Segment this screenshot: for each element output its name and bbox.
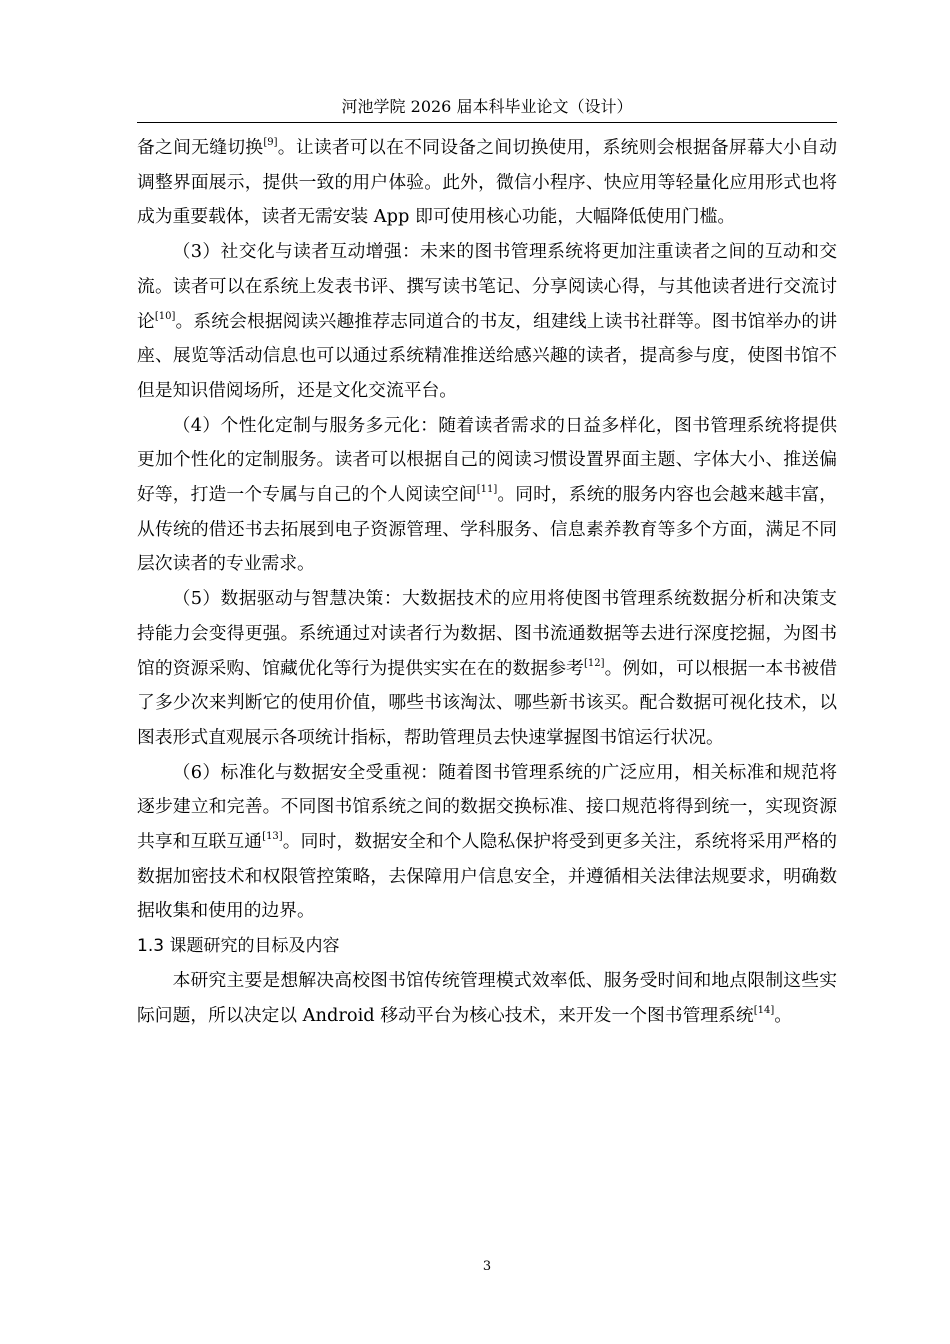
paragraph-text: 备之间无缝切换 <box>137 137 264 158</box>
paragraph <box>137 582 837 756</box>
citation-ref: [11] <box>476 484 498 496</box>
paragraph-text: （5）数据驱动与智慧决策：大数据技术的应用将使图书管理系统数据分析和决策支持能力会变得更强。系统通过对读者行为数据、图书流通数据等去进行深度挖掘，为图书馆的资源采购、馆藏优化等行为提供实实在在的数据参考 <box>137 588 837 679</box>
citation-ref: [13] <box>262 831 283 843</box>
paragraph <box>137 964 837 1033</box>
citation-ref: [14] <box>753 1004 775 1016</box>
paragraph-text: 。同时，数据安全和个人隐私保护将受到更多关注，系统将采用严格的数据加密技术和权限管控策略，去保障用户信息安全，并遵循相关法律法规要求，明确数据收集和使用的边界。 <box>137 831 837 922</box>
paragraph <box>137 235 837 409</box>
page-number: 3 <box>482 1259 492 1274</box>
paragraph-text: 。系统会根据阅读兴趣推荐志同道合的书友，组建线上读书社群等。图书馆举办的讲座、展览等活动信息也可以通过系统精准推送给感兴趣的读者，提高参与度，使图书馆不但是知识借阅场所，还是文化交流平台。 <box>137 310 837 401</box>
paragraph-text: 本研究主要是想解决高校图书馆传统管理模式效率低、服务受时间和地点限制这些实际问题，所以决定以 Android 移动平台为核心技术，来开发一个图书管理系统 <box>137 969 837 1026</box>
paragraph-text: 。 <box>774 1004 793 1026</box>
section-heading: 1.3 课题研究的目标及内容 <box>137 936 340 957</box>
paragraph <box>137 131 837 235</box>
body-text <box>137 131 837 1033</box>
paragraph <box>137 409 837 583</box>
paragraph-text: （4）个性化定制与服务多元化：随着读者需求的日益多样化，图书管理系统将提供更加个性化的定制服务。读者可以根据自己的阅读习惯设置界面主题、字体大小、推送偏好等，打造一个专属与自己的个人阅读空间 <box>137 414 837 506</box>
running-header: 河池学院 2026 届本科毕业论文（设计） <box>341 97 633 116</box>
paragraph-text: （6）标准化与数据安全受重视：随着图书管理系统的广泛应用，相关标准和规范将逐步建立和完善。不同图书馆系统之间的数据交换标准、接口规范将得到统一，实现资源共享和互联互通 <box>137 761 837 853</box>
paragraph <box>137 756 837 930</box>
paragraph-text: 。让读者可以在不同设备之间切换使用，系统则会根据备屏幕大小自动调整界面展示，提供一致的用户体验。此外，微信小程序、快应用等轻量化应用形式也将成为重要载体，读者无需安装 App 即可使用核心功能，大幅降低使用门槛。 <box>137 137 837 228</box>
citation-ref: [10] <box>154 310 176 322</box>
paragraph-text: 。例如，可以根据一本书被借了多少次来判断它的使用价值，哪些书该淘汰、哪些新书该买。配合数据可视化技术，以图表形式直观展示各项统计指标，帮助管理员去快速掌握图书馆运行状况。 <box>137 657 837 748</box>
paragraph-text: 。同时，系统的服务内容也会越来越丰富，从传统的借还书去拓展到电子资源管理、学科服务、信息素养教育等多个方面，满足不同层次读者的专业需求。 <box>137 484 837 575</box>
paragraph-text: （3）社交化与读者互动增强：未来的图书管理系统将更加注重读者之间的互动和交流。读者可以在系统上发表书评、撰写读书笔记、分享阅读心得，与其他读者进行交流讨论 <box>137 241 837 332</box>
citation-ref: [9] <box>263 137 278 148</box>
citation-ref: [12] <box>584 657 605 669</box>
header-divider <box>137 122 837 123</box>
